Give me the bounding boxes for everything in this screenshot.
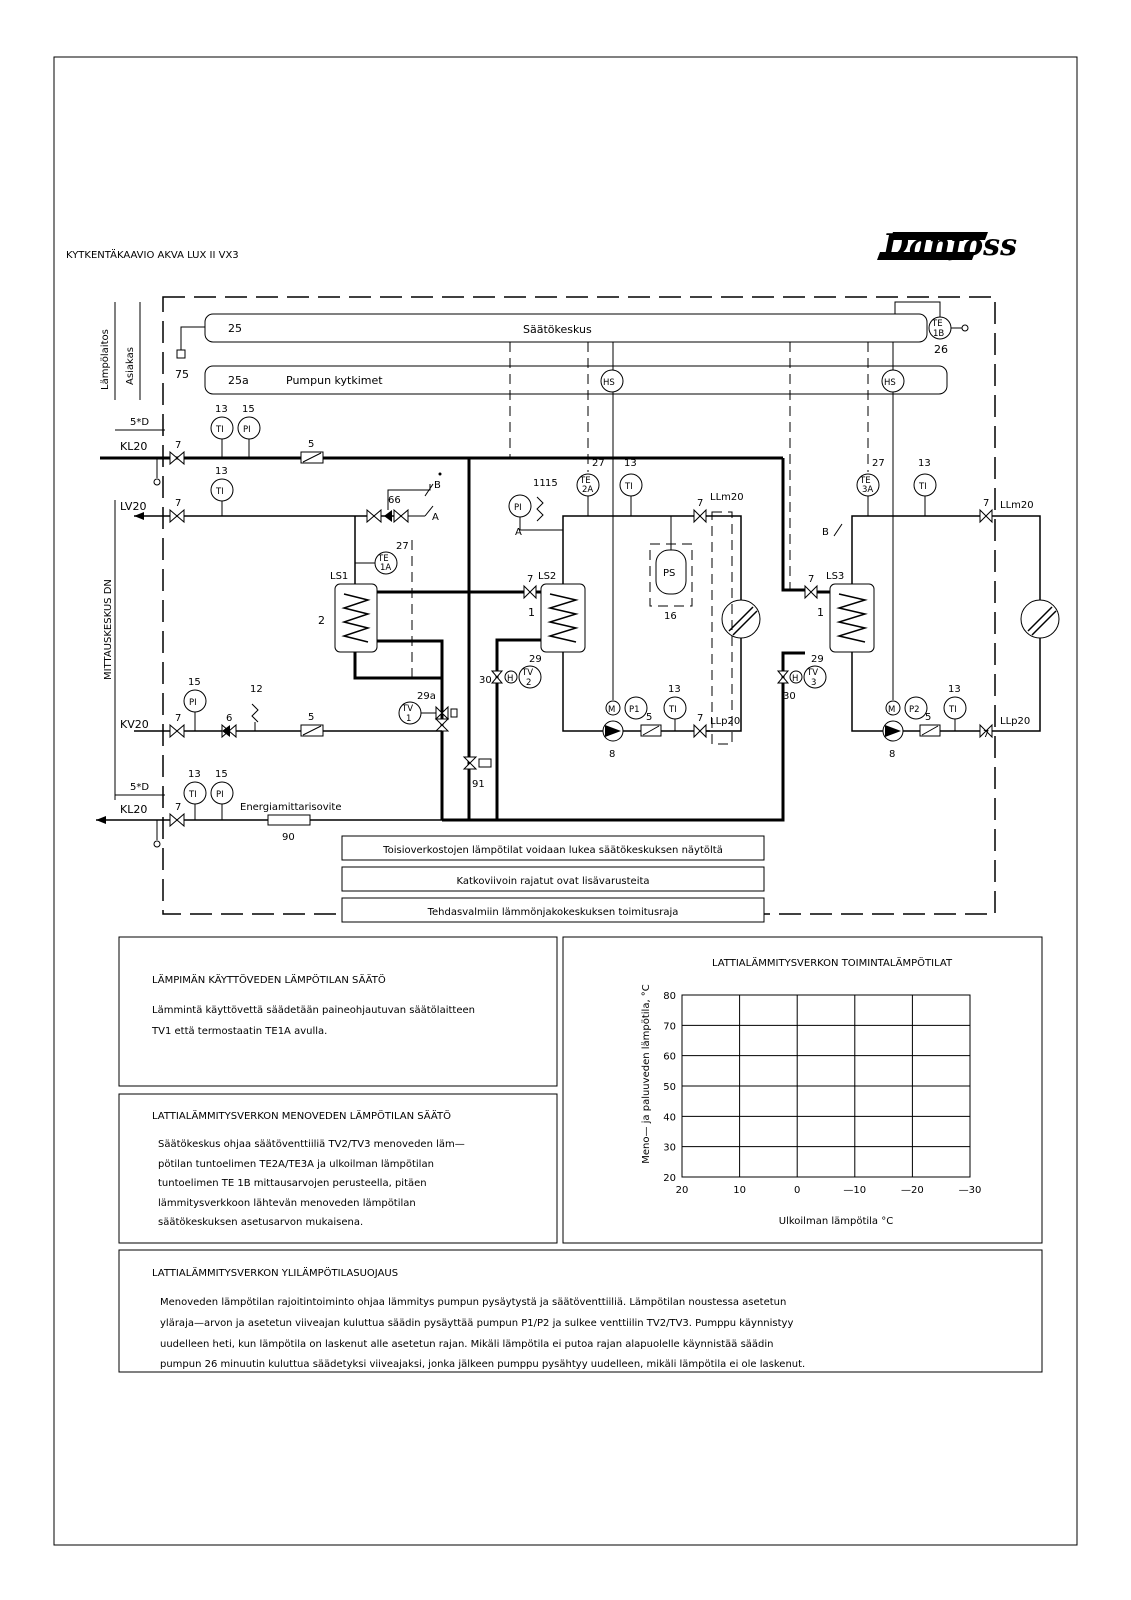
chart-y-tick-label: 70 bbox=[663, 1021, 676, 1033]
label-ls1: LS1 bbox=[330, 571, 349, 582]
valve-7-lv-icon bbox=[170, 510, 184, 522]
label-7: 7 bbox=[697, 713, 704, 724]
h-tag: H bbox=[507, 674, 514, 684]
te-2a-tag: TE bbox=[580, 476, 591, 486]
label-1-ls2: 1 bbox=[528, 606, 535, 619]
chart-x-tick-label: 20 bbox=[675, 1185, 689, 1196]
pi-tag: PI bbox=[243, 425, 251, 435]
section-flow-line-3: tuntoelimen TE 1B mittausarvojen perusteella, pitäen bbox=[158, 1178, 427, 1189]
valve-91-icon bbox=[464, 757, 476, 769]
valve-7-icon bbox=[170, 452, 184, 464]
ti-tag: TI bbox=[216, 425, 224, 435]
drawing-title: KYTKENTÄKAAVIO AKVA LUX II VX3 bbox=[66, 250, 239, 261]
danfoss-logo bbox=[877, 228, 1017, 263]
valve-30-a-icon bbox=[492, 671, 502, 683]
chart-x-tick-label: —20 bbox=[901, 1185, 924, 1196]
energy-meter-label: Energiamittarisovite bbox=[240, 802, 342, 813]
chart-x-tick-label: 10 bbox=[733, 1185, 746, 1196]
label-30: 30 bbox=[479, 675, 492, 686]
te-1b-num: 1B bbox=[933, 329, 945, 339]
controller-number: 25 bbox=[228, 322, 242, 335]
label-7: 7 bbox=[175, 713, 182, 724]
label-29a: 29a bbox=[417, 691, 436, 702]
valve-66-a-icon bbox=[367, 510, 381, 522]
label-7: 7 bbox=[527, 574, 534, 585]
label-30: 30 bbox=[783, 691, 796, 702]
label-91: 91 bbox=[472, 779, 485, 790]
label-13: 13 bbox=[624, 458, 637, 469]
section-flow-line-1: Säätökeskus ohjaa säätöventtiiliä TV2/TV3 menoveden läm— bbox=[158, 1139, 465, 1150]
label-5: 5 bbox=[646, 712, 653, 723]
note-3: Tehdasvalmiin lämmönjakokeskuksen toimitusraja bbox=[427, 907, 679, 918]
p1-tag: P1 bbox=[629, 705, 640, 715]
valve-7-kv-icon bbox=[170, 725, 184, 737]
label-13: 13 bbox=[918, 458, 931, 469]
section-dhw-line-1: Lämmintä käyttövettä säädetään paineohjautuvan säätölaitteen bbox=[152, 1005, 475, 1016]
te-1a-tag: TE bbox=[378, 554, 389, 564]
label-b-2: B bbox=[822, 527, 829, 538]
dim-top: 5*D bbox=[130, 417, 150, 428]
valve-7-kl-icon bbox=[170, 814, 184, 826]
label-1-ls3: 1 bbox=[817, 606, 824, 619]
ti-tag: TI bbox=[919, 482, 927, 492]
section-dhw-heading: LÄMPIMÄN KÄYTTÖVEDEN LÄMPÖTILAN SÄÄTÖ bbox=[152, 975, 386, 986]
pi-tag: PI bbox=[216, 790, 224, 800]
label-13: 13 bbox=[215, 466, 228, 477]
section-flow-line-4: lämmitysverkkoon lähtevän menoveden lämpötilan bbox=[158, 1198, 416, 1209]
hs-1-tag: HS bbox=[603, 378, 615, 388]
ti-tag: TI bbox=[216, 487, 224, 497]
section-dhw-line-2: TV1 että termostaatin TE1A avulla. bbox=[152, 1026, 328, 1037]
note-2: Katkoviivoin rajatut ovat lisävarusteita bbox=[456, 876, 650, 887]
chart-x-axis-label: Ulkoilman lämpötila °C bbox=[778, 1216, 894, 1227]
tv2-tag: TV bbox=[522, 668, 534, 678]
label-27: 27 bbox=[872, 458, 885, 469]
label-90: 90 bbox=[282, 832, 295, 843]
pipe-llm20-b: LLm20 bbox=[1000, 500, 1034, 511]
section-flow-heading: LATTIALÄMMITYSVERKON MENOVEDEN LÄMPÖTILAN SÄÄTÖ bbox=[152, 1111, 451, 1122]
controller-label: Säätökeskus bbox=[523, 323, 592, 336]
label-7: 7 bbox=[697, 498, 704, 509]
note-1: Toisioverkostojen lämpötilat voidaan lukea säätökeskuksen näytöltä bbox=[383, 845, 723, 856]
pipe-llp20-a: LLp20 bbox=[710, 716, 741, 727]
tv3-num: 3 bbox=[811, 678, 817, 688]
pi-tag: PI bbox=[189, 698, 197, 708]
label-a: A bbox=[432, 512, 439, 523]
label-5: 5 bbox=[308, 712, 315, 723]
tv1-tag: TV bbox=[402, 704, 414, 714]
label-b: B bbox=[434, 480, 441, 491]
hs-2-tag: HS bbox=[884, 378, 896, 388]
label-29: 29 bbox=[529, 654, 542, 665]
label-7: 7 bbox=[983, 498, 990, 509]
label-13: 13 bbox=[215, 404, 228, 415]
zone-lampolaitos: Lämpölaitos bbox=[100, 329, 111, 390]
label-13: 13 bbox=[188, 769, 201, 780]
label-27: 27 bbox=[396, 541, 409, 552]
chart-y-tick-label: 40 bbox=[663, 1112, 676, 1124]
ps-tag: PS bbox=[663, 568, 676, 579]
te-1a-num: 1A bbox=[380, 563, 392, 573]
pipe-kv20: KV20 bbox=[120, 718, 149, 731]
valve-7-llm-a-icon bbox=[694, 510, 706, 522]
label-27: 27 bbox=[592, 458, 605, 469]
svg-text:Danfoss: Danfoss bbox=[883, 228, 1017, 263]
label-8: 8 bbox=[889, 749, 896, 760]
tv1-num: 1 bbox=[406, 714, 412, 724]
label-13: 13 bbox=[948, 684, 961, 695]
section-flow-line-5: säätökeskuksen asetusarvon mukaisena. bbox=[158, 1217, 364, 1228]
pi-tag: PI bbox=[514, 503, 522, 513]
label-29: 29 bbox=[811, 654, 824, 665]
pipe-lv20: LV20 bbox=[120, 500, 147, 513]
chart-y-tick-label: 20 bbox=[663, 1173, 676, 1184]
label-12: 12 bbox=[250, 684, 263, 695]
label-15: 15 bbox=[242, 404, 255, 415]
label-15: 15 bbox=[545, 478, 558, 489]
label-15: 15 bbox=[188, 677, 201, 688]
label-5: 5 bbox=[925, 712, 932, 723]
operating-temperature-chart bbox=[641, 956, 981, 1227]
valve-7-llm-b-icon bbox=[980, 510, 992, 522]
label-ls3: LS3 bbox=[826, 571, 845, 582]
label-7: 7 bbox=[808, 574, 815, 585]
energy-meter-fitting bbox=[268, 815, 310, 825]
chart-title: LATTIALÄMMITYSVERKON TOIMINTALÄMPÖTILAT bbox=[711, 958, 953, 969]
label-5: 5 bbox=[308, 439, 315, 450]
pump-switch-label: Pumpun kytkimet bbox=[286, 374, 383, 387]
label-6: 6 bbox=[226, 713, 233, 724]
label-26: 26 bbox=[934, 343, 948, 356]
chart-y-tick-label: 60 bbox=[663, 1051, 676, 1063]
h-tag: H bbox=[792, 674, 799, 684]
pipe-kl20-top: KL20 bbox=[120, 440, 148, 453]
ti-tag: TI bbox=[669, 705, 677, 715]
label-2: 2 bbox=[318, 614, 325, 627]
label-7: 7 bbox=[175, 440, 182, 451]
zone-asiakas: Asiakas bbox=[125, 347, 136, 385]
chart-y-tick-label: 30 bbox=[663, 1142, 676, 1154]
label-75: 75 bbox=[175, 368, 189, 381]
motor-tag: M bbox=[608, 705, 616, 715]
chart-x-tick-label: 0 bbox=[794, 1185, 801, 1196]
ti-tag: TI bbox=[625, 482, 633, 492]
label-11: 11 bbox=[533, 478, 546, 489]
pipe-kl20-bottom: KL20 bbox=[120, 803, 148, 816]
valve-7-ls2-icon bbox=[524, 586, 536, 598]
tv2-num: 2 bbox=[526, 678, 532, 688]
te-3a-tag: TE bbox=[860, 476, 871, 486]
label-13: 13 bbox=[668, 684, 681, 695]
chart-x-tick-label: —10 bbox=[843, 1185, 867, 1196]
label-ls2: LS2 bbox=[538, 571, 557, 582]
zone-mittauskeskus: MITTAUSKESKUS DN bbox=[103, 579, 114, 680]
label-16: 16 bbox=[664, 611, 677, 622]
p2-tag: P2 bbox=[909, 705, 920, 715]
chart-y-tick-label: 80 bbox=[663, 991, 676, 1002]
dim-bottom: 5*D bbox=[130, 782, 150, 793]
label-7: 7 bbox=[175, 802, 182, 813]
section-overheat-line-3: uudelleen heti, kun lämpötila on laskenut alle asetetun rajan. Mikäli lämpötila ei putoa rajan alapuolelle käynnistää säädin bbox=[160, 1339, 774, 1350]
chart-x-tick-label: —30 bbox=[958, 1185, 982, 1196]
chart-y-tick-label: 50 bbox=[663, 1082, 676, 1093]
label-a-2: A bbox=[515, 527, 522, 538]
valve-66-b-icon bbox=[394, 510, 408, 522]
ti-tag: TI bbox=[949, 705, 957, 715]
pipe-llm20-a: LLm20 bbox=[710, 492, 744, 503]
valve-7-llp-a-icon bbox=[694, 725, 706, 737]
motor-tag: M bbox=[888, 705, 896, 715]
label-8: 8 bbox=[609, 749, 616, 760]
pump-switch-number: 25a bbox=[228, 374, 249, 387]
pipe-llp20-b: LLp20 bbox=[1000, 716, 1031, 727]
section-overheat-heading: LATTIALÄMMITYSVERKON YLILÄMPÖTILASUOJAUS bbox=[152, 1268, 399, 1279]
te-3a-num: 3A bbox=[862, 485, 874, 495]
valve-30-b-icon bbox=[778, 671, 788, 683]
section-overheat-line-2: yläraja—arvon ja asetetun viiveajan kuluttua säädin pysäyttää pumpun P1/P2 ja sulkee venttiilin TV2/TV3. Pumppu käynnistyy bbox=[160, 1318, 794, 1329]
tv3-tag: TV bbox=[807, 668, 819, 678]
label-7: 7 bbox=[175, 498, 182, 509]
ti-tag: TI bbox=[189, 790, 197, 800]
valve-7-ls3-icon bbox=[805, 586, 817, 598]
section-overheat-line-4: pumpun 26 minuutin kuluttua säädetyksi viiveajaksi, jonka jälkeen pumppu pysähtyy uudelleen, mikäli lämpötila ei ole laskenut. bbox=[160, 1359, 806, 1370]
te-1b-tag: TE bbox=[932, 319, 943, 329]
label-15: 15 bbox=[215, 769, 228, 780]
section-flow-line-2: pötilan tuntoelimen TE2A/TE3A ja ulkoilman lämpötilan bbox=[158, 1159, 434, 1170]
chart-y-axis-label: Meno— ja paluuveden lämpötila, °C bbox=[641, 984, 652, 1164]
section-overheat-line-1: Menoveden lämpötilan rajoitintoiminto ohjaa lämmitys pumpun pysäytystä ja säätöventtiiliä. Lämpötilan noustessa asetetun bbox=[160, 1297, 787, 1308]
te-2a-num: 2A bbox=[582, 485, 594, 495]
label-7: 7 bbox=[983, 729, 990, 740]
label-66: 66 bbox=[388, 495, 401, 506]
